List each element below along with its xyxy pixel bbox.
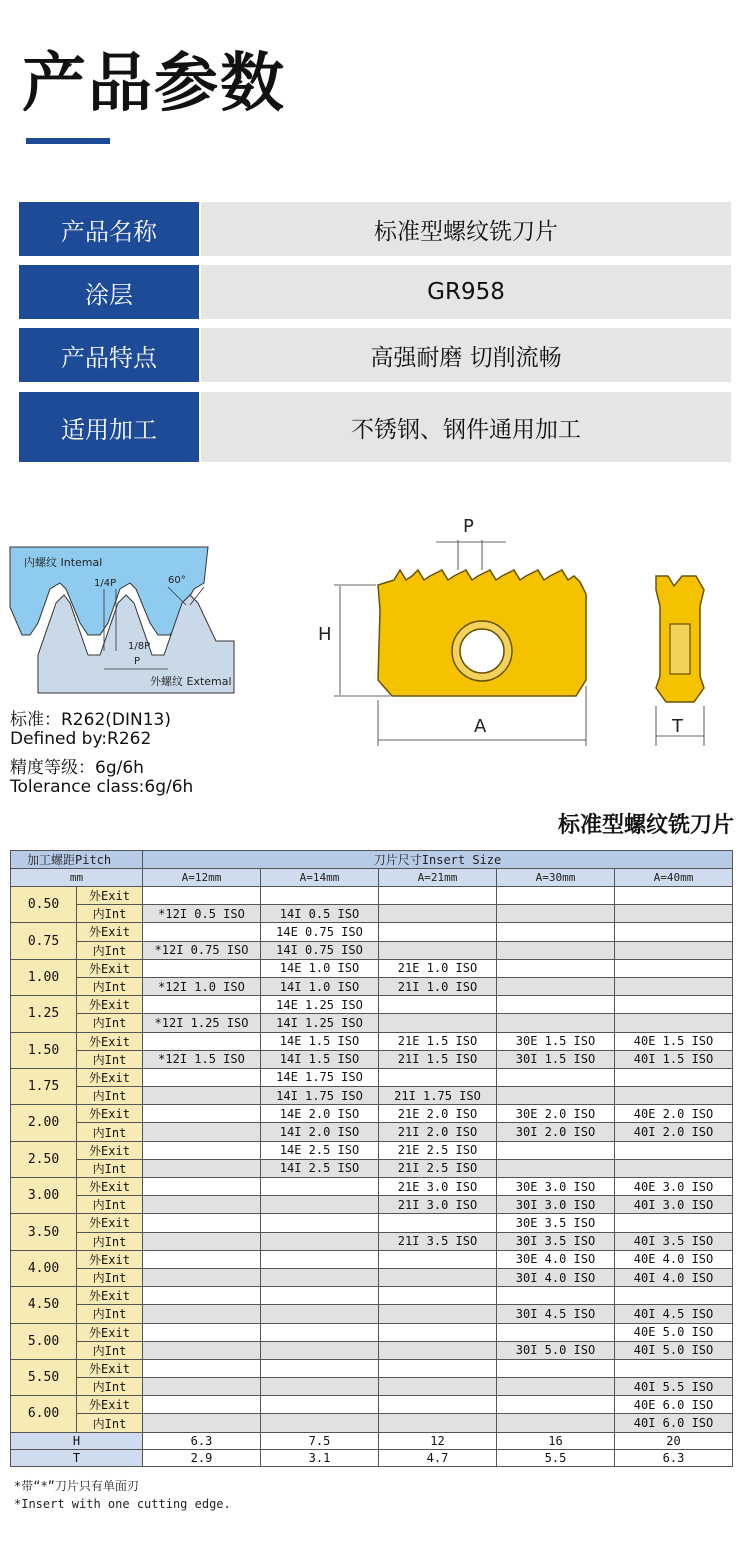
insert-code-cell — [497, 1396, 615, 1414]
insert-code-cell — [261, 1178, 379, 1196]
table-row — [11, 1232, 733, 1250]
insert-code-cell — [497, 1141, 615, 1159]
insert-code-cell: 21I 1.0 ISO — [379, 977, 497, 995]
insert-code-cell: 30E 3.5 ISO — [497, 1214, 615, 1232]
external-label-cell: 外Exit — [77, 887, 143, 905]
internal-label-cell: 内Int — [77, 1159, 143, 1177]
pitch-cell: 2.50 — [11, 1141, 77, 1177]
insert-code-cell: 40I 2.0 ISO — [615, 1123, 733, 1141]
angle-label: 60° — [168, 575, 186, 586]
insert-code-cell — [143, 887, 261, 905]
insert-code-cell — [379, 1068, 497, 1086]
insert-code-cell — [143, 1396, 261, 1414]
insert-code-cell — [379, 1323, 497, 1341]
insert-code-cell — [261, 1323, 379, 1341]
insert-code-cell: 14E 1.75 ISO — [261, 1068, 379, 1086]
dimension-value-cell: 2.9 — [143, 1449, 261, 1466]
spec-row-coating — [19, 265, 731, 319]
table-row — [11, 1359, 733, 1377]
insert-code-cell — [261, 1250, 379, 1268]
external-label-cell: 外Exit — [77, 1323, 143, 1341]
insert-code-cell: *12I 0.5 ISO — [143, 905, 261, 923]
dimension-value-cell: 6.3 — [143, 1432, 261, 1449]
insert-code-cell: 14E 1.25 ISO — [261, 996, 379, 1014]
insert-code-cell: 14E 0.75 ISO — [261, 923, 379, 941]
table-row — [11, 1178, 733, 1196]
insert-code-cell — [379, 941, 497, 959]
insert-code-cell — [615, 887, 733, 905]
insert-code-cell — [143, 996, 261, 1014]
insert-code-cell: 30I 4.5 ISO — [497, 1305, 615, 1323]
insert-code-cell: 21I 2.0 ISO — [379, 1123, 497, 1141]
header-pitch: 加工螺距Pitch — [11, 851, 143, 869]
tolerance-line-en: Tolerance class:6g/6h — [10, 777, 194, 797]
insert-code-cell: 30I 4.0 ISO — [497, 1268, 615, 1286]
insert-code-cell: 14I 0.5 ISO — [261, 905, 379, 923]
external-label-cell: 外Exit — [77, 996, 143, 1014]
pitch-cell: 2.00 — [11, 1105, 77, 1141]
external-label-cell: 外Exit — [77, 1287, 143, 1305]
internal-label-cell: 内Int — [77, 1123, 143, 1141]
tolerance-line-cn: 精度等级：6g/6h — [10, 758, 144, 778]
insert-code-cell: 14E 2.5 ISO — [261, 1141, 379, 1159]
external-label-cell: 外Exit — [77, 1068, 143, 1086]
insert-code-cell — [261, 1305, 379, 1323]
insert-code-cell: 14I 1.5 ISO — [261, 1050, 379, 1068]
insert-code-cell: 21E 1.5 ISO — [379, 1032, 497, 1050]
dimension-value-cell: 6.3 — [615, 1449, 733, 1466]
insert-code-cell: 21I 3.5 ISO — [379, 1232, 497, 1250]
table-row — [11, 1414, 733, 1432]
table-row — [11, 1014, 733, 1032]
insert-code-cell — [615, 905, 733, 923]
insert-code-cell — [261, 1396, 379, 1414]
dimension-label-cell: H — [11, 1432, 143, 1449]
insert-code-cell — [143, 1305, 261, 1323]
insert-code-cell — [615, 1141, 733, 1159]
pitch-cell: 1.25 — [11, 996, 77, 1032]
insert-code-cell — [497, 1359, 615, 1377]
external-label-cell: 外Exit — [77, 1359, 143, 1377]
pitch-cell: 4.50 — [11, 1287, 77, 1323]
dimension-value-cell: 3.1 — [261, 1449, 379, 1466]
insert-code-cell — [143, 1232, 261, 1250]
spec-value: 高强耐磨 切削流畅 — [199, 328, 731, 382]
insert-code-cell — [379, 887, 497, 905]
pitch-cell: 6.00 — [11, 1396, 77, 1432]
column-header: A=12mm — [143, 869, 261, 887]
insert-code-cell — [497, 923, 615, 941]
insert-code-cell: 40I 6.0 ISO — [615, 1414, 733, 1432]
table-row — [11, 959, 733, 977]
external-label-cell: 外Exit — [77, 1214, 143, 1232]
insert-code-cell — [379, 1014, 497, 1032]
standard-line-cn: 标准：R262(DIN13) — [10, 710, 171, 730]
spec-value: GR958 — [199, 265, 731, 319]
thread-profile-diagram — [8, 545, 240, 695]
insert-code-cell — [261, 1268, 379, 1286]
external-label-cell: 外Exit — [77, 1105, 143, 1123]
insert-code-cell — [261, 1196, 379, 1214]
pitch-cell: 1.00 — [11, 959, 77, 995]
insert-code-cell — [143, 1359, 261, 1377]
footnote-cn: *带“*”刀片只有单面刃 — [14, 1479, 139, 1493]
insert-code-cell — [615, 1014, 733, 1032]
table-row — [11, 1032, 733, 1050]
dimension-t-row — [11, 1449, 733, 1466]
table-row — [11, 1268, 733, 1286]
dimension-value-cell: 5.5 — [497, 1449, 615, 1466]
insert-code-cell: 40E 5.0 ISO — [615, 1323, 733, 1341]
table-row — [11, 1305, 733, 1323]
pitch-label: P — [134, 656, 141, 667]
table-row — [11, 977, 733, 995]
pitch-cell: 0.50 — [11, 887, 77, 923]
insert-code-cell: 14I 2.5 ISO — [261, 1159, 379, 1177]
insert-code-cell: 21E 3.0 ISO — [379, 1178, 497, 1196]
pitch-cell: 5.00 — [11, 1323, 77, 1359]
insert-code-cell: 30E 1.5 ISO — [497, 1032, 615, 1050]
internal-label-cell: 内Int — [77, 1014, 143, 1032]
table-row — [11, 1214, 733, 1232]
spec-row-name — [19, 202, 731, 256]
insert-code-cell: 30E 4.0 ISO — [497, 1250, 615, 1268]
insert-code-cell — [379, 1414, 497, 1432]
insert-code-cell — [143, 1141, 261, 1159]
external-label-cell: 外Exit — [77, 1141, 143, 1159]
insert-code-cell — [615, 923, 733, 941]
insert-code-cell: 40I 5.5 ISO — [615, 1378, 733, 1396]
insert-code-cell — [379, 1378, 497, 1396]
insert-code-cell: 30E 2.0 ISO — [497, 1105, 615, 1123]
external-thread-label: 外螺纹 Extemal — [150, 675, 232, 688]
insert-code-cell: 21E 1.0 ISO — [379, 959, 497, 977]
insert-code-cell — [615, 1159, 733, 1177]
insert-code-cell: 40I 3.5 ISO — [615, 1232, 733, 1250]
insert-code-cell — [497, 1287, 615, 1305]
insert-code-cell — [143, 1414, 261, 1432]
internal-label-cell: 内Int — [77, 1378, 143, 1396]
insert-code-cell — [379, 996, 497, 1014]
dimension-value-cell: 12 — [379, 1432, 497, 1449]
pitch-cell: 3.00 — [11, 1178, 77, 1214]
table-row — [11, 1396, 733, 1414]
insert-code-cell: 21I 1.5 ISO — [379, 1050, 497, 1068]
dimension-value-cell: 20 — [615, 1432, 733, 1449]
dimension-value-cell: 4.7 — [379, 1449, 497, 1466]
insert-code-cell: 14E 1.5 ISO — [261, 1032, 379, 1050]
insert-code-cell — [143, 1287, 261, 1305]
insert-code-cell — [261, 1214, 379, 1232]
insert-code-cell: 30I 5.0 ISO — [497, 1341, 615, 1359]
spec-label: 产品特点 — [19, 328, 199, 382]
table-row — [11, 1250, 733, 1268]
internal-thread-label: 内螺纹 Intemal — [24, 556, 103, 569]
internal-label-cell: 内Int — [77, 1414, 143, 1432]
insert-code-cell — [261, 1232, 379, 1250]
insert-code-cell — [497, 1014, 615, 1032]
spec-row-application — [19, 392, 731, 462]
table-row — [11, 996, 733, 1014]
table-row — [11, 941, 733, 959]
internal-label-cell: 内Int — [77, 1087, 143, 1105]
spec-label: 产品名称 — [19, 202, 199, 256]
insert-code-cell: 21I 3.0 ISO — [379, 1196, 497, 1214]
insert-code-cell: 14I 1.0 ISO — [261, 977, 379, 995]
insert-code-cell — [497, 1068, 615, 1086]
internal-label-cell: 内Int — [77, 1341, 143, 1359]
insert-code-cell — [261, 1378, 379, 1396]
insert-code-cell: 21I 1.75 ISO — [379, 1087, 497, 1105]
insert-code-cell: 40I 3.0 ISO — [615, 1196, 733, 1214]
insert-code-cell — [143, 1159, 261, 1177]
insert-code-cell: 21E 2.0 ISO — [379, 1105, 497, 1123]
page-title: 产品参数 — [22, 47, 286, 121]
table-header-row — [11, 851, 733, 869]
insert-code-cell — [379, 1359, 497, 1377]
insert-code-cell — [143, 1323, 261, 1341]
insert-code-cell — [379, 923, 497, 941]
spec-value: 标准型螺纹铣刀片 — [199, 202, 731, 256]
insert-code-cell — [143, 1214, 261, 1232]
insert-code-cell — [497, 941, 615, 959]
insert-code-cell: *12I 0.75 ISO — [143, 941, 261, 959]
insert-code-cell: 14E 2.0 ISO — [261, 1105, 379, 1123]
external-label-cell: 外Exit — [77, 959, 143, 977]
insert-code-cell — [143, 923, 261, 941]
internal-label-cell: 内Int — [77, 905, 143, 923]
insert-code-cell — [615, 1087, 733, 1105]
insert-code-cell — [497, 996, 615, 1014]
dimension-value-cell: 16 — [497, 1432, 615, 1449]
table-row — [11, 1159, 733, 1177]
insert-code-cell — [143, 1378, 261, 1396]
dimension-a-label: A — [474, 716, 487, 737]
insert-code-cell: 14E 1.0 ISO — [261, 959, 379, 977]
insert-code-cell — [143, 1123, 261, 1141]
insert-code-cell — [615, 977, 733, 995]
table-row — [11, 887, 733, 905]
pitch-cell: 5.50 — [11, 1359, 77, 1395]
dimension-h-label: H — [318, 624, 332, 645]
insert-code-cell: 30I 1.5 ISO — [497, 1050, 615, 1068]
insert-code-cell: 14I 2.0 ISO — [261, 1123, 379, 1141]
insert-code-cell — [143, 959, 261, 977]
insert-code-cell — [379, 1305, 497, 1323]
pitch-cell: 4.00 — [11, 1250, 77, 1286]
insert-code-cell: 40E 1.5 ISO — [615, 1032, 733, 1050]
title-underline — [26, 138, 110, 144]
column-header: A=30mm — [497, 869, 615, 887]
spec-label: 适用加工 — [19, 392, 199, 462]
insert-code-cell — [143, 1178, 261, 1196]
insert-code-cell — [497, 1159, 615, 1177]
insert-code-cell — [143, 1087, 261, 1105]
insert-code-cell: 40I 4.0 ISO — [615, 1268, 733, 1286]
insert-code-cell — [497, 977, 615, 995]
table-row — [11, 1323, 733, 1341]
insert-code-cell — [497, 1087, 615, 1105]
external-label-cell: 外Exit — [77, 1178, 143, 1196]
insert-code-cell: 40E 3.0 ISO — [615, 1178, 733, 1196]
internal-label-cell: 内Int — [77, 977, 143, 995]
insert-code-cell: 14I 1.25 ISO — [261, 1014, 379, 1032]
table-row — [11, 1050, 733, 1068]
insert-size-table — [10, 850, 733, 1467]
external-label-cell: 外Exit — [77, 1032, 143, 1050]
insert-code-cell: 40E 2.0 ISO — [615, 1105, 733, 1123]
insert-code-cell — [497, 1378, 615, 1396]
column-header: A=14mm — [261, 869, 379, 887]
insert-code-cell: 40E 6.0 ISO — [615, 1396, 733, 1414]
insert-code-cell — [497, 905, 615, 923]
insert-code-cell: *12I 1.0 ISO — [143, 977, 261, 995]
insert-code-cell — [379, 1250, 497, 1268]
internal-label-cell: 内Int — [77, 1305, 143, 1323]
insert-code-cell: 30I 3.5 ISO — [497, 1232, 615, 1250]
insert-code-cell: 40I 4.5 ISO — [615, 1305, 733, 1323]
internal-label-cell: 内Int — [77, 1196, 143, 1214]
insert-code-cell — [261, 1359, 379, 1377]
column-header: A=40mm — [615, 869, 733, 887]
insert-code-cell — [143, 1341, 261, 1359]
external-label-cell: 外Exit — [77, 923, 143, 941]
dimension-h-row — [11, 1432, 733, 1449]
dimension-p-label: P — [463, 516, 474, 537]
insert-code-cell: 30I 3.0 ISO — [497, 1196, 615, 1214]
table-row — [11, 1105, 733, 1123]
pitch-cell: 3.50 — [11, 1214, 77, 1250]
table-row — [11, 923, 733, 941]
spec-row-features — [19, 328, 731, 382]
internal-label-cell: 内Int — [77, 1050, 143, 1068]
table-subheader-row — [11, 869, 733, 887]
table-row — [11, 1341, 733, 1359]
insert-code-cell: 21I 2.5 ISO — [379, 1159, 497, 1177]
header-insert-size: 刀片尺寸Insert Size — [143, 851, 733, 869]
insert-code-cell — [615, 996, 733, 1014]
internal-label-cell: 内Int — [77, 1268, 143, 1286]
insert-code-cell: *12I 1.25 ISO — [143, 1014, 261, 1032]
insert-code-cell — [143, 1196, 261, 1214]
insert-code-cell — [379, 1396, 497, 1414]
insert-code-cell — [615, 1214, 733, 1232]
insert-code-cell — [143, 1268, 261, 1286]
pitch-cell: 1.75 — [11, 1068, 77, 1104]
dimension-value-cell: 7.5 — [261, 1432, 379, 1449]
insert-code-cell: 14I 0.75 ISO — [261, 941, 379, 959]
insert-code-cell — [615, 1359, 733, 1377]
table-row — [11, 1123, 733, 1141]
insert-code-cell — [143, 1250, 261, 1268]
spec-label: 涂层 — [19, 265, 199, 319]
table-row — [11, 1087, 733, 1105]
insert-code-cell — [615, 941, 733, 959]
insert-code-cell — [379, 905, 497, 923]
insert-code-cell: *12I 1.5 ISO — [143, 1050, 261, 1068]
insert-code-cell: 14I 1.75 ISO — [261, 1087, 379, 1105]
table-title: 标准型螺纹铣刀片 — [557, 813, 734, 838]
dimension-label-cell: T — [11, 1449, 143, 1466]
insert-code-cell — [497, 959, 615, 977]
external-label-cell: 外Exit — [77, 1396, 143, 1414]
insert-code-cell — [379, 1214, 497, 1232]
insert-code-cell — [379, 1268, 497, 1286]
insert-code-cell: 40E 4.0 ISO — [615, 1250, 733, 1268]
table-row — [11, 905, 733, 923]
insert-code-cell — [261, 1341, 379, 1359]
insert-code-cell — [497, 887, 615, 905]
insert-code-cell — [261, 887, 379, 905]
internal-label-cell: 内Int — [77, 1232, 143, 1250]
insert-code-cell — [143, 1032, 261, 1050]
insert-code-cell — [143, 1105, 261, 1123]
table-row — [11, 1378, 733, 1396]
insert-code-cell — [497, 1323, 615, 1341]
insert-code-cell: 40I 5.0 ISO — [615, 1341, 733, 1359]
spec-value: 不锈钢、钢件通用加工 — [199, 392, 731, 462]
insert-code-cell: 30I 2.0 ISO — [497, 1123, 615, 1141]
insert-code-cell — [615, 1068, 733, 1086]
insert-code-cell — [261, 1414, 379, 1432]
dimension-t-label: T — [672, 716, 683, 737]
table-row — [11, 1196, 733, 1214]
header-unit: mm — [11, 869, 143, 887]
insert-code-cell — [615, 1287, 733, 1305]
table-row — [11, 1141, 733, 1159]
insert-code-cell — [379, 1287, 497, 1305]
pitch-cell: 1.50 — [11, 1032, 77, 1068]
standard-line-en: Defined by:R262 — [10, 729, 152, 749]
table-row — [11, 1068, 733, 1086]
footnote-en: *Insert with one cutting edge. — [14, 1497, 231, 1511]
table-row — [11, 1287, 733, 1305]
insert-drawing — [310, 510, 730, 750]
insert-code-cell — [261, 1287, 379, 1305]
quarter-pitch-label: 1/4P — [94, 578, 117, 589]
insert-code-cell — [379, 1341, 497, 1359]
insert-code-cell: 21E 2.5 ISO — [379, 1141, 497, 1159]
eighth-pitch-label: 1/8P — [128, 641, 151, 652]
column-header: A=21mm — [379, 869, 497, 887]
insert-code-cell — [497, 1414, 615, 1432]
external-label-cell: 外Exit — [77, 1250, 143, 1268]
insert-code-cell — [615, 959, 733, 977]
insert-code-cell: 40I 1.5 ISO — [615, 1050, 733, 1068]
internal-label-cell: 内Int — [77, 941, 143, 959]
insert-code-cell — [143, 1068, 261, 1086]
insert-code-cell: 30E 3.0 ISO — [497, 1178, 615, 1196]
pitch-cell: 0.75 — [11, 923, 77, 959]
